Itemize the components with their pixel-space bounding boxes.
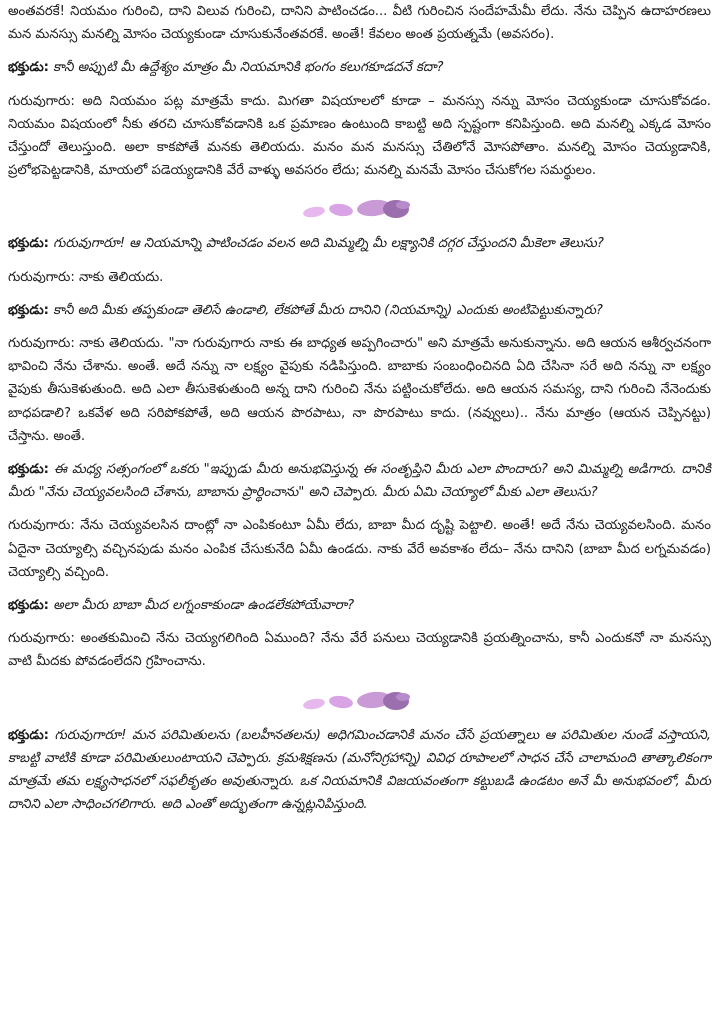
question-text: కానీ అప్పుటి మీ ఉద్దేశ్యం మాత్రం మీ నియమానికి భంగం కలుగకూడదనే కదా? [53, 60, 444, 76]
answer-text: నాకు తెలియదు. "నా గురువుగారు నాకు ఈ బాధ్యత అప్పగించారు" అని మాత్రమే అనుకున్నాను. అది ఆయన ఆశీర్వచనంగా భావించి నేను చేశాను. అంతే. అదే నన్ను నా లక్ష్యం వైపుకు నడిపిస్తుంది. బాబాకు సంబంధించినది ఏది చేసినా సరే అది నన్ను నా లక్ష్యం వైపుకు తీసుకెళుతుంది. అది ఎలా తీసుకెళుతుంది అన్న దాని గురించి నేను పట్టించుకోలేదు. అది ఆయన సమస్య, దాని గురించి నేనెందుకు బాధపడాలి? ఒకవేళ అది సరిపోకపోతే, అది ఆయన పొరపాటు, నా పొరపాటు కాదు. (నవ్వులు).. నేను మాత్రం (ఆయన చెప్పినట్టు) చేస్తాను. అంతే. [8, 336, 711, 444]
devotee-label: భక్తుడు: [8, 727, 49, 743]
question-text: గురువుగారూ! మన పరిమితులను (బలహీనతలను) అధిగమించడానికి మనం చేసే ప్రయత్నాలు ఆ పరిమితుల నుండే వస్తాయని, కాబట్టి వాటికి కూడా పరిమితులుంటాయని చెప్పారు. క్రమశిక్షణను (మనోనిగ్రహాన్ని) వివిధ రూపాలలో సాధన చేసే చాలామంది తాత్కాలికంగా మాత్రమే తమ లక్ష్యసాధనలో సఫలీకృతం అవుతున్నారు. ఒక నియమానికి విజయవంతంగా కట్టుబడి ఉండటం అనే మీ అనుభవంలో, మీరు దానిని ఎలా సాధించగలిగారు. అది ఎంతో అద్భుతంగా ఉన్నట్లనిపిస్తుంది. [8, 727, 711, 813]
devotee-label: భక్తుడు: [8, 236, 49, 252]
guruji-label: గురువుగారు: [8, 631, 75, 647]
question-text: కానీ అది మీకు తప్పకుండా తెలిసే ఉండాలి, లేకపోతే మీరు దానిని (నియమాన్ని) ఎందుకు అంటిపెట్టుకున్నారు? [53, 302, 603, 318]
flower-divider [8, 192, 711, 226]
devotee-label: భక్తుడు: [8, 462, 49, 478]
devotee-label: భక్తుడు: [8, 60, 49, 76]
question-paragraph [8, 458, 711, 504]
answer-paragraph [8, 514, 711, 584]
question-text: గురువుగారూ! ఆ నియమాన్ని పాటించడం వలన అది మిమ్మల్ని మీ లక్ష్యానికి దగ్గర చేస్తుందని మీకెలా తెలుసు? [53, 236, 604, 252]
question-paragraph [8, 594, 711, 617]
question-paragraph [8, 56, 711, 79]
devotee-label: భక్తుడు: [8, 598, 49, 614]
guruji-label: గురువుగారు: [8, 269, 75, 285]
answer-paragraph [8, 90, 711, 183]
flower-petals-icon [300, 686, 420, 716]
question-paragraph [8, 299, 711, 322]
intro-paragraph [8, 0, 711, 46]
guruji-label: గురువుగారు: [8, 518, 75, 534]
answer-paragraph [8, 332, 711, 448]
intro-text: అంతవరకే! నియమం గురించి, దాని విలువ గురించి, దానిని పాటించడం... వీటి గురించిన సందేహమేమీ లేదు. నేను చెప్పిన ఉదాహరణలు మన మనస్సు మనల్ని మోసం చెయ్యకుండా చూసుకునేంతవరకే. అంతే! కేవలం అంత ప్రయత్నమే (అవసరం). [8, 4, 711, 43]
answer-text: అది నియమం పట్ల మాత్రమే కాదు. మిగతా విషయాలలో కూడా – మనస్సు నన్ను మోసం చెయ్యకుండా చూసుకోవడం. నియమం విషయంలో నీకు తరచి చూసుకోవడానికి ఒక ప్రమాణం ఉంటుంది కాబట్టి అది స్పష్టంగా కనిపిస్తుంది. అది మనల్ని ఎక్కడ మోసం చేస్తుందో తెలుస్తుంది. అలా కాకపోతే మనకు తెలియదు. మనం మన మనస్సు చేతిలోనే మోసపోతాం. మనల్ని మోసం చెయ్యడానికి, ప్రలోభపెట్టడానికి, మాయలో పడెయ్యడానికి వేరే వాళ్ళు అవసరం లేదు; మనల్ని మనమే మోసం చేసుకోగల సమర్థులం. [8, 93, 711, 179]
question-text: అలా మీరు బాబా మీద లగ్నంకాకుండా ఉండలేకపోయేవారా? [53, 598, 355, 614]
guruji-label: గురువుగారు: [8, 336, 75, 352]
question-paragraph [8, 724, 711, 817]
question-text: ఈ మధ్య సత్సంగంలో ఒకరు "ఇప్పుడు మీరు అనుభవిస్తున్న ఈ సంతృప్తిని మీరు ఎలా పొందారు? అని మిమ్మల్ని అడిగారు. దానికి మీరు "నేను చెయ్యవలసింది చేశాను, బాబాను ప్రార్థించాను" అని చెప్పారు. మీరు ఏమి చెయ్యాలో మీకు ఎలా తెలుసు? [8, 462, 711, 501]
devotee-label: భక్తుడు: [8, 302, 49, 318]
flower-petals-icon [300, 194, 420, 224]
answer-paragraph [8, 627, 711, 673]
answer-paragraph [8, 266, 711, 289]
flower-divider [8, 684, 711, 718]
answer-text: అంతకుమించి నేను చెయ్యగలిగింది ఏముంది? నేను వేరే పనులు చెయ్యడానికి ప్రయత్నించాను, కానీ ఎందుకనో నా మనస్సు వాటి మీదకు పోవడంలేదని గ్రహించాను. [8, 631, 711, 670]
question-paragraph [8, 232, 711, 255]
guruji-label: గురువుగారు: [8, 93, 75, 109]
answer-text: నేను చెయ్యవలసిన దాంట్లో నా ఎంపికంటూ ఏమీ లేదు, బాబా మీద దృష్టి పెట్టాలి. అంతే! అదే నేను చెయ్యవలసింది. మనం ఏదైనా చెయ్యాల్సి వచ్చినపుడు మనం ఎంపిక చేసుకునేది ఏమీ ఉండదు. నాకు వేరే అవకాశం లేదు– నేను దానిని (బాబా మీద లగ్నమవడం) చెయ్యాల్సి వచ్చింది. [8, 518, 711, 580]
answer-text: నాకు తెలియదు. [78, 269, 164, 285]
